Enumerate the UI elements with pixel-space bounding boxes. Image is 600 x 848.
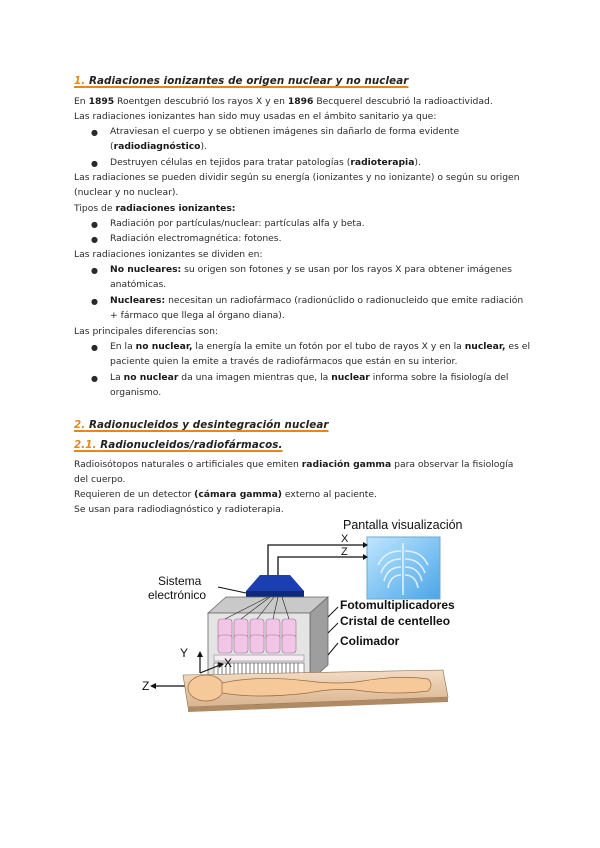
bullet-dot: ● <box>91 128 98 137</box>
bullet-difference-energy <box>110 339 530 370</box>
text: da una imagen mientras que, la <box>178 372 332 383</box>
axis-y-label: Y <box>180 646 189 660</box>
label-sistema-1: Sistema <box>158 574 202 588</box>
year-1896: 1896 <box>287 96 314 107</box>
term-radiodiagnostico: radiodiagnóstico <box>113 141 201 153</box>
text: informa sobre la fisiología del organismo. <box>110 372 509 399</box>
text: En la <box>110 341 136 352</box>
text: para observar la fisiología del cuerpo. <box>74 459 514 486</box>
axis-x-label: X <box>224 656 233 670</box>
text: su origen son fotones y se usan por los rayos X para obtener imágenes anatómicas. <box>110 264 512 291</box>
term-no-nucleares: No nucleares: <box>110 264 182 275</box>
text: Radioisótopos naturales o artificiales que emiten <box>74 459 302 470</box>
section-2-title: Radionucleidos y desintegración nuclear <box>88 419 329 431</box>
bullet-dot: ● <box>91 374 98 383</box>
section-1-number: 1. <box>74 75 86 87</box>
term-no-nuclear: no nuclear, <box>135 341 193 352</box>
text: es el paciente quien la emite a través de radiofármacos que están en su interior. <box>110 341 531 368</box>
section-2-1-heading <box>74 438 283 453</box>
text: Roentgen descubrió los rayos X y en <box>114 96 288 107</box>
bullet-radioterapia <box>110 155 530 170</box>
bullet-dot: ● <box>91 343 98 352</box>
section-1-heading <box>74 74 408 89</box>
display-screen <box>367 537 440 599</box>
axis-z-label: Z <box>142 679 150 693</box>
text: La <box>110 372 124 383</box>
paragraph-division: Las radiaciones se pueden dividir según su energía (ionizantes y no ionizante) o según su origen (nuclear y no nuclear). <box>74 172 520 199</box>
section-2-heading <box>74 418 329 433</box>
paragraph-divide: Las radiaciones ionizantes se dividen en: <box>74 249 263 260</box>
bullet-difference-image <box>110 370 530 401</box>
text: Requieren de un detector <box>74 489 195 500</box>
bullet-no-nucleares <box>110 262 530 293</box>
paragraph-usos: Se usan para radiodiagnóstico y radioterapia. <box>74 504 284 515</box>
bullet-particulas: Radiación por partículas/nuclear: partículas alfa y beta. <box>110 218 365 229</box>
bullet-dot: ● <box>91 159 98 168</box>
term-nuclear: nuclear, <box>464 341 506 352</box>
photomultiplier-tubes <box>218 619 296 653</box>
bullet-dot: ● <box>91 297 98 306</box>
section-1-title: Radiaciones ionizantes de origen nuclear y no nuclear <box>88 75 409 87</box>
term-radiacion-gamma: radiación gamma <box>301 459 392 470</box>
term-nucleares: Nucleares: <box>110 295 166 306</box>
year-1895: 1895 <box>88 96 115 107</box>
label-pantalla: Pantalla visualización <box>343 518 463 532</box>
screen-axis-x: X <box>341 533 349 545</box>
text: Atraviesan el cuerpo y se obtienen imágenes sin dañarlo de forma evidente ( <box>110 126 460 153</box>
bullet-nucleares <box>110 293 530 324</box>
paragraph-differences: Las principales diferencias son: <box>74 326 219 337</box>
paragraph-history <box>74 94 493 109</box>
bullet-dot: ● <box>91 235 98 244</box>
screen-axis-z: Z <box>341 546 348 558</box>
text: ). <box>414 157 421 168</box>
text: Becquerel descubrió la radioactividad. <box>313 96 493 107</box>
label-cristal: Cristal de centelleo <box>340 614 451 628</box>
text: Destruyen células en tejidos para tratar patologías ( <box>110 157 351 168</box>
term-radiaciones-ionizantes: radiaciones ionizantes: <box>115 203 236 214</box>
term-radioterapia: radioterapia <box>350 157 415 168</box>
paragraph-types <box>74 201 235 216</box>
text: En <box>74 96 89 107</box>
bullet-radiodiagnostico <box>110 124 530 155</box>
label-fotomultiplicadores: Fotomultiplicadores <box>340 598 455 612</box>
bullet-electromagnetica: Radiación electromagnética: fotones. <box>110 233 282 244</box>
bullet-dot: ● <box>91 220 98 229</box>
section-2-1-title: Radionucleidos/radiofármacos. <box>100 439 283 451</box>
label-colimador: Colimador <box>340 634 400 648</box>
electronic-system-box <box>246 575 304 597</box>
section-2-number: 2. <box>74 419 86 431</box>
paragraph-radioisotopos <box>74 457 524 488</box>
text: la energía la emite un fotón por el tubo de rayos X y en la <box>192 341 465 352</box>
bullet-dot: ● <box>91 266 98 275</box>
term-nuclear: nuclear <box>331 372 370 383</box>
label-sistema-2: electrónico <box>148 588 207 602</box>
section-2-1-number: 2.1. <box>74 439 97 451</box>
term-no-nuclear: no nuclear <box>123 372 179 383</box>
gamma-camera-diagram <box>138 515 468 715</box>
term-camara-gamma: (cámara gamma) <box>194 489 283 500</box>
paragraph-detector <box>74 487 377 502</box>
text: Tipos de <box>74 203 116 214</box>
text: necesitan un radiofármaco (radionúclido o radionucleido que emite radiación + fármaco que llega al órgano diana). <box>110 295 524 322</box>
text: externo al paciente. <box>282 489 377 500</box>
paragraph-uses: Las radiaciones ionizantes han sido muy usadas en el ámbito sanitario ya que: <box>74 111 437 122</box>
text: ). <box>200 141 208 153</box>
